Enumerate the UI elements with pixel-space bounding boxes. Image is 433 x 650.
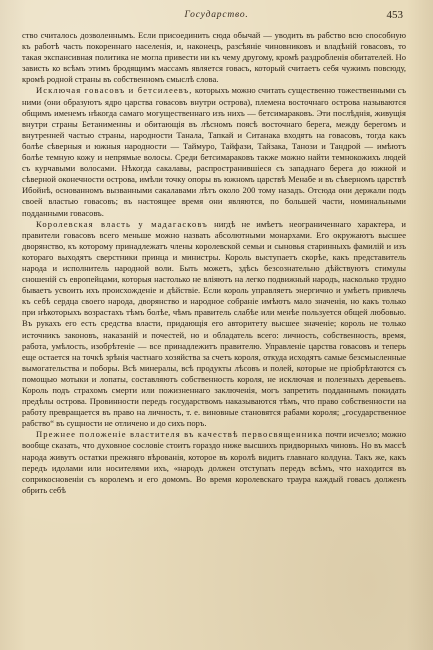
paragraph-text: нигдѣ не имѣетъ неограниченнаго характера, и правители говасовъ всего меньше можно назвать абсолютными монархами. Его окружаютъ высшее дворянство, къ которому принадлежатъ члены королевской семьи и сыновья старинныхъ фамилій и изъ котораго выходятъ сверстники принца и министры. Король выступаетъ скорѣе, какъ представитель народа и исполнитель народной воли. Быть можетъ, здѣсь безсознательно дѣйствуютъ стимулы сношеній съ европейцами, которыя настолько не вліяютъ на легко подвижный народъ, насколько трудно бываетъ усвоить ихъ происхожденіе и дѣйствіе. Если король управляетъ энергично и умѣетъ привлечь къ себѣ сердца своего народа, дворянство и народное собраніе имѣютъ мало значенія, но какъ только при нѣкоторыхъ возрастахъ тѣмъ болѣе, чѣмъ правитель слабѣе или менѣе пользуется общей любовью. Въ рукахъ его есть средства власти, придающія его авторитету высшее значеніе; король не только источникъ законовъ, наказаній и почестей, но и обладатель всего: личность, собственность, время, работа, умѣлость, изобрѣтеніе — все принадлежитъ правителю. Управленіе царства говасовъ и теперь еще остается на точкѣ зрѣнія частнаго хозяйства за счетъ короля, откуда исходятъ самые безсмысленные вымогательства и поборы. Всѣ минералы, всѣ продукты лѣсовъ и полей, которые не пріобрѣтаются съ помощью мотыки и лопаты, составляютъ собственность короля, не исключая и полезныхъ деревьевъ. Король подъ страхомъ смерти или пожизненнаго заключенія, могъ запретить подданнымъ покидать предѣлы острова. Провинности передъ государствомъ наказываются тѣмъ, что право собственности на работу превращается въ право на личность, т. е. виновные становятся рабами короля; „государственное рабство“ въ сущности не отличено и до сихъ поръ. [22, 218, 406, 429]
paragraph-text: почти исчезло; можно вообще сказать, что духовное сословіе стоитъ гораздо ниже высшихъ придворныхъ чиновъ. Но въ массѣ народа живутъ остатки прежняго вѣрованія, которое въ королѣ видитъ главнаго колдуна. Такъ же, какъ передъ идолами или носителями ихъ, «народъ должен отступать передъ всѣмъ, что находится въ соприкосновеніи съ королемъ и его домомъ. Во время королевскаго траура каждый говасъ долженъ обрить себѣ [22, 429, 406, 495]
paragraph-text: ство считалось дозволеннымъ. Если присоединить сюда обычай — уводить въ рабство всю способную къ работѣ часть покореннаго населенія, и, наконецъ, разсѣяніе чиновниковъ и владѣній говасовъ, то такая экспансивная политика не могла привести ни къ чему другому, кромѣ раздробленія обитателей. Но зависть ко всѣмъ этимъ бродящимъ массамъ является говасъ, который считаетъ себя чужимъ повсюду, кромѣ родной страны въ собственномъ смыслѣ слова. [22, 30, 406, 85]
paragraph-govas [22, 85, 406, 218]
running-title: Государство. [184, 10, 249, 20]
paragraph-continuation [22, 30, 406, 85]
paragraph-text: которыхъ можно считать существенно тожественными съ ними (они образуютъ ядро царства говасовъ внутри острова), племена восточнаго острова называются общимъ именемъ нѣкогда самаго могущественнаго изъ нихъ — бетсимараковъ. Эти послѣднія, живущія внутри страны Бетанименны и обитающія въ лѣсномъ поясѣ восточнаго берега, между берегомъ и внутренней частью страны, народности Танала, Тапкай и Ситанака входятъ на говасовъ, тогда какъ болѣе сѣверныя и южныя народности — Таймуро, Тайфази, Тайзака, Танози и Тандрой — имѣютъ болѣе темную кожу и непрямые волосы. Среди бетсимараковъ также можно найти темнокожихъ людей съ курчавыми волосами. Нѣкогда сакалавы, распространившіеся съ западнаго берега до южной и сѣверной оконечности острова, имѣли точку опоры въ южномъ царствѣ Менабе и въ сѣверномъ царствѣ Ибойнѣ, основанномъ вызванными сакалавами лѣтъ около 200 тому назадъ. Отсюда они держали подъ своей властью говасовъ; въ настоящее время они являются, по большей части, номинальными подданными говасовъ. [22, 85, 406, 218]
paragraph-royal-power [22, 219, 406, 430]
paragraph-lead: Королевская власть у мадагасковъ [36, 218, 208, 229]
paragraph-priest-king [22, 429, 406, 496]
paragraph-lead: Исключая говасовъ и бетсилеевъ, [36, 85, 193, 96]
running-head [0, 10, 433, 26]
body-text [22, 30, 406, 642]
paragraph-lead: Прежнее положеніе властителя въ качествѣ первосвященника [36, 429, 324, 440]
page-number: 453 [386, 9, 403, 21]
